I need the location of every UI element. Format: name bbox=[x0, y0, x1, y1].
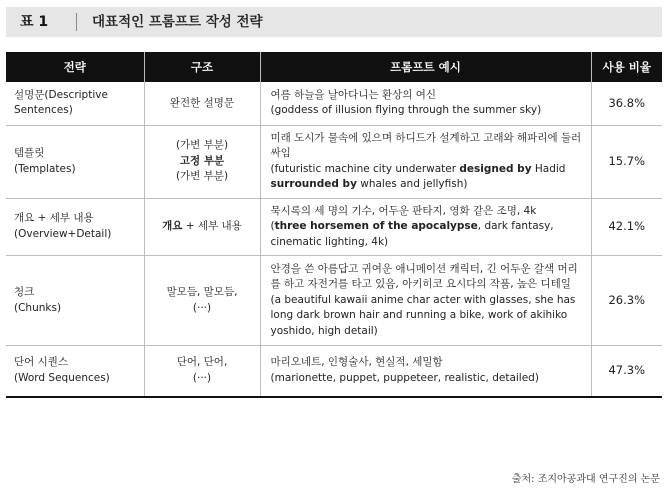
example-cell bbox=[260, 346, 591, 397]
example-keyword: three horsemen of the apocalypse bbox=[274, 220, 478, 232]
structure-line: + 세부 내용 bbox=[182, 220, 242, 232]
ratio-cell: 47.3% bbox=[591, 346, 662, 397]
strategy-line: 개요 + 세부 내용 bbox=[14, 212, 94, 225]
example-korean: 마리오네트, 인형술사, 현실적, 세밀함 bbox=[270, 356, 443, 369]
example-korean: 안경을 쓴 아름답고 귀여운 애니메이션 캐릭터, 긴 어두운 갈색 머리를 하고 자전거를 타고 있음, 아키히코 요시다의 작품, 높은 디테일 bbox=[270, 262, 578, 291]
title-divider bbox=[76, 13, 77, 31]
example-cell bbox=[260, 82, 591, 125]
example-text: , dark fantasy, cinematic lighting, 4k) bbox=[270, 220, 554, 248]
structure-line: (가변 부분) bbox=[175, 139, 229, 152]
strategy-cell bbox=[6, 82, 144, 125]
strategy-line: 단어 시퀀스 bbox=[14, 356, 69, 369]
example-korean: 여름 하늘을 날아다니는 환상의 여신 bbox=[270, 88, 436, 101]
example-text: (marionette, puppet, puppeteer, realistic, detailed) bbox=[270, 371, 539, 384]
strategy-table bbox=[6, 52, 662, 398]
structure-line: 말모듬, 말모듬, bbox=[166, 286, 238, 298]
table-row bbox=[6, 198, 662, 256]
structure-cell bbox=[144, 346, 260, 397]
column-header-ratio: 사용 비율 bbox=[591, 52, 662, 82]
table-title-bar bbox=[6, 7, 662, 37]
example-text: Hadid bbox=[531, 162, 566, 175]
strategy-cell bbox=[6, 125, 144, 198]
example-text: ( bbox=[270, 220, 275, 232]
example-cell bbox=[260, 256, 591, 346]
structure-line: 단어, 단어, bbox=[176, 356, 228, 369]
example-english bbox=[271, 371, 583, 387]
example-text: (goddess of illusion flying through the summer sky) bbox=[270, 104, 542, 117]
example-cell bbox=[260, 125, 591, 198]
structure-cell bbox=[144, 82, 260, 125]
structure-cell bbox=[144, 125, 260, 198]
example-keyword: designed by bbox=[459, 162, 532, 175]
example-text: whales and jellyfish) bbox=[356, 178, 468, 190]
table-row bbox=[6, 256, 662, 346]
example-text: (futuristic machine city underwater bbox=[270, 162, 460, 175]
table-header-row bbox=[6, 52, 662, 82]
strategy-line: (Overview+Detail) bbox=[14, 227, 112, 240]
ratio-cell: 15.7% bbox=[591, 125, 662, 198]
structure-line: 고정 부분 bbox=[179, 154, 225, 167]
structure-line: 개요 bbox=[162, 220, 183, 232]
table-body bbox=[6, 82, 662, 397]
source-note: 출처: 조지아공과대 연구진의 논문 bbox=[511, 474, 660, 485]
structure-cell bbox=[144, 256, 260, 346]
structure-line: (가변 부분) bbox=[175, 170, 229, 183]
table-title: 대표적인 프롬프트 작성 전략 bbox=[92, 14, 263, 30]
example-text: (a beautiful kawaii anime char acter with glasses, she has long dark brown hair and running a bike, work of akihiko yoshido, high detail) bbox=[270, 293, 576, 337]
column-header-structure: 구조 bbox=[144, 52, 260, 82]
strategy-line: Sentences) bbox=[14, 104, 73, 117]
column-header-example: 프롬프트 예시 bbox=[260, 52, 591, 82]
strategy-cell bbox=[6, 256, 144, 346]
table-row bbox=[6, 125, 662, 198]
example-english bbox=[271, 103, 583, 119]
structure-line: 완전한 설명문 bbox=[169, 96, 235, 109]
table-row bbox=[6, 82, 662, 125]
strategy-line: 설명문(Descriptive bbox=[14, 88, 108, 101]
example-korean: 미래 도시가 물속에 있으며 하디드가 설계하고 고래와 해파리에 둘러싸임 bbox=[270, 131, 582, 159]
table-row bbox=[6, 346, 662, 397]
ratio-cell: 42.1% bbox=[591, 198, 662, 256]
strategy-line: 청크 bbox=[14, 286, 35, 298]
strategy-line: 템플릿 bbox=[14, 147, 45, 159]
strategy-cell bbox=[6, 346, 144, 397]
example-korean: 묵시록의 세 명의 기수, 어두운 판타지, 영화 같은 조명, 4k bbox=[270, 204, 537, 217]
structure-line: (···) bbox=[192, 371, 212, 384]
example-english bbox=[271, 219, 583, 250]
example-keyword: surrounded by bbox=[270, 178, 357, 190]
strategy-line: (Chunks) bbox=[14, 301, 62, 314]
column-header-strategy: 전략 bbox=[6, 52, 144, 82]
ratio-cell: 26.3% bbox=[591, 256, 662, 346]
example-english bbox=[271, 293, 583, 340]
structure-cell bbox=[144, 198, 260, 256]
structure-line: (···) bbox=[192, 301, 212, 314]
example-cell bbox=[260, 198, 591, 256]
example-english bbox=[271, 162, 583, 193]
strategy-line: (Templates) bbox=[14, 162, 76, 175]
table-number: 표 1 bbox=[20, 14, 49, 30]
ratio-cell: 36.8% bbox=[591, 82, 662, 125]
strategy-cell bbox=[6, 198, 144, 256]
strategy-line: (Word Sequences) bbox=[14, 371, 110, 384]
